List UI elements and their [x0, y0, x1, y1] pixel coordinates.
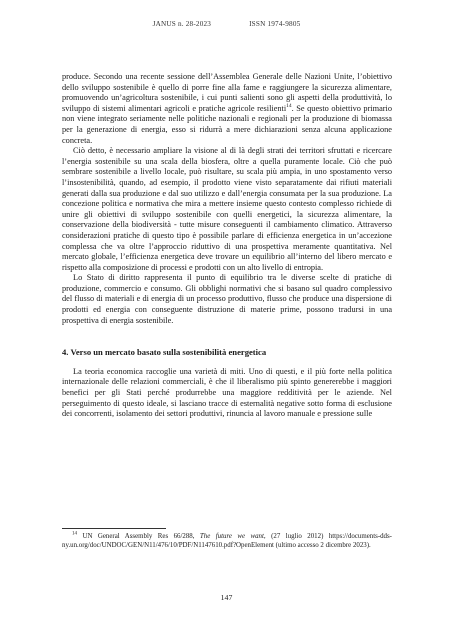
footnote-title: The future we want: [199, 533, 264, 540]
paragraph-2: Ciò detto, è necessario ampliare la visione al di là degli strati dei territori sfruttati e ricercare l’energia sostenibile su una scala della biosfera, oltre a quella puramente locale. Ciò che può sembrare sostenibile a livello locale, può risultare, su scala più ampia, in uno spostamento verso l’insostenibilità, quando, ad esempio, il prodotto viene visto separatamente dai rifiuti materiali generati dalla sua produzione e dal suo utilizzo e dall’energia consumata per la sua produzione. La concezione politica e normativa che mira a mettere insieme questo contesto complesso richiede di unire gli obiettivi di sviluppo sostenibile con quelli energetici, la sicurezza alimentare, la conservazione della biodiversità - tutte misure conseguenti il cambiamento climatico. Attraverso considerazioni pratiche di questo tipo è possibile parlare di efficienza energetica in un’accezione complessa che va oltre l’approccio riduttivo di una prospettiva meramente quantitativa. Nel mercato globale, l’efficienza energetica deve trovare un equilibrio all’interno del libero mercato e rispetto alla composizione di processi e prodotti con un alto livello di entropia.: [62, 146, 392, 272]
paragraph-4: La teoria economica raccoglie una varietà di miti. Uno di questi, e il più forte nella politica internazionale delle relazioni commerciali, è che il liberalismo più spinto genererebbe i maggiori benefici per gli Stati perché produrrebbe una maggiore redditività per le aziende. Nel perseguimento di questo ideale, si lasciano tracce di esternalità negative sotto forma di esclusione dei concorrenti, isolamento dei settori produttivi, rinuncia al lavoro manuale e pressione sulle: [62, 366, 392, 419]
paragraph-1-text-b: . Se questo obiettivo primario non viene integrato seriamente nelle politiche nazionali e regionali per la produzione di biomassa per la generazione di energia, esso si ridurrà a mere dichiarazioni senza alcuna applicazione concreta.: [62, 103, 392, 145]
paragraph-1-text-a: produce. Secondo una recente sessione dell’Assemblea Generale delle Nazioni Unite, l’obiettivo dello sviluppo sostenibile è quello di porre fine alla fame e raggiungere la sicurezza alimentare, promuovendo un’agricoltura sostenibile, i cui punti salienti sono gli aspetti della produttività, lo sviluppo di sistemi alimentari agricoli e pratiche agricole resilienti: [62, 72, 392, 113]
section-heading: 4. Verso un mercato basato sulla sostenibilità energetica: [62, 347, 267, 358]
footnote: [62, 533, 392, 550]
footnote-text-b[interactable]: , (27 luglio 2012) https://documents-dds-ny.un.org/doc/UNDOC/GEN/N11/476/10/PDF/N1147610.pdf?OpenElement (ultimo accesso 2 dicembre 2023).: [62, 533, 392, 549]
footnote-text-a: UN General Assembly Res 66/288,: [77, 533, 200, 540]
page-number: 147: [220, 593, 233, 602]
issn: ISSN 1974-9805: [249, 20, 301, 28]
footnote-reference[interactable]: 14: [286, 103, 292, 110]
paragraph-3: Lo Stato di diritto rappresenta il punto di equilibrio tra le diverse scelte di pratiche di produzione, commercio e consumo. Gli obblighi normativi che si basano sul quadro complessivo del flusso di materiali e di energia di un processo produttivo, flusso che produce una dispersione di prodotti ed energia con conseguente distruzione di materie prime, possono tradursi in una prospettiva di energia sostenibile.: [62, 273, 392, 325]
journal-issue: JANUS n. 28-2023: [152, 20, 212, 28]
body-text: [62, 72, 392, 420]
paragraph-1: [62, 72, 392, 146]
footnote-separator: [62, 528, 166, 529]
running-header: [0, 20, 453, 28]
footnote-number: 14: [72, 531, 77, 537]
